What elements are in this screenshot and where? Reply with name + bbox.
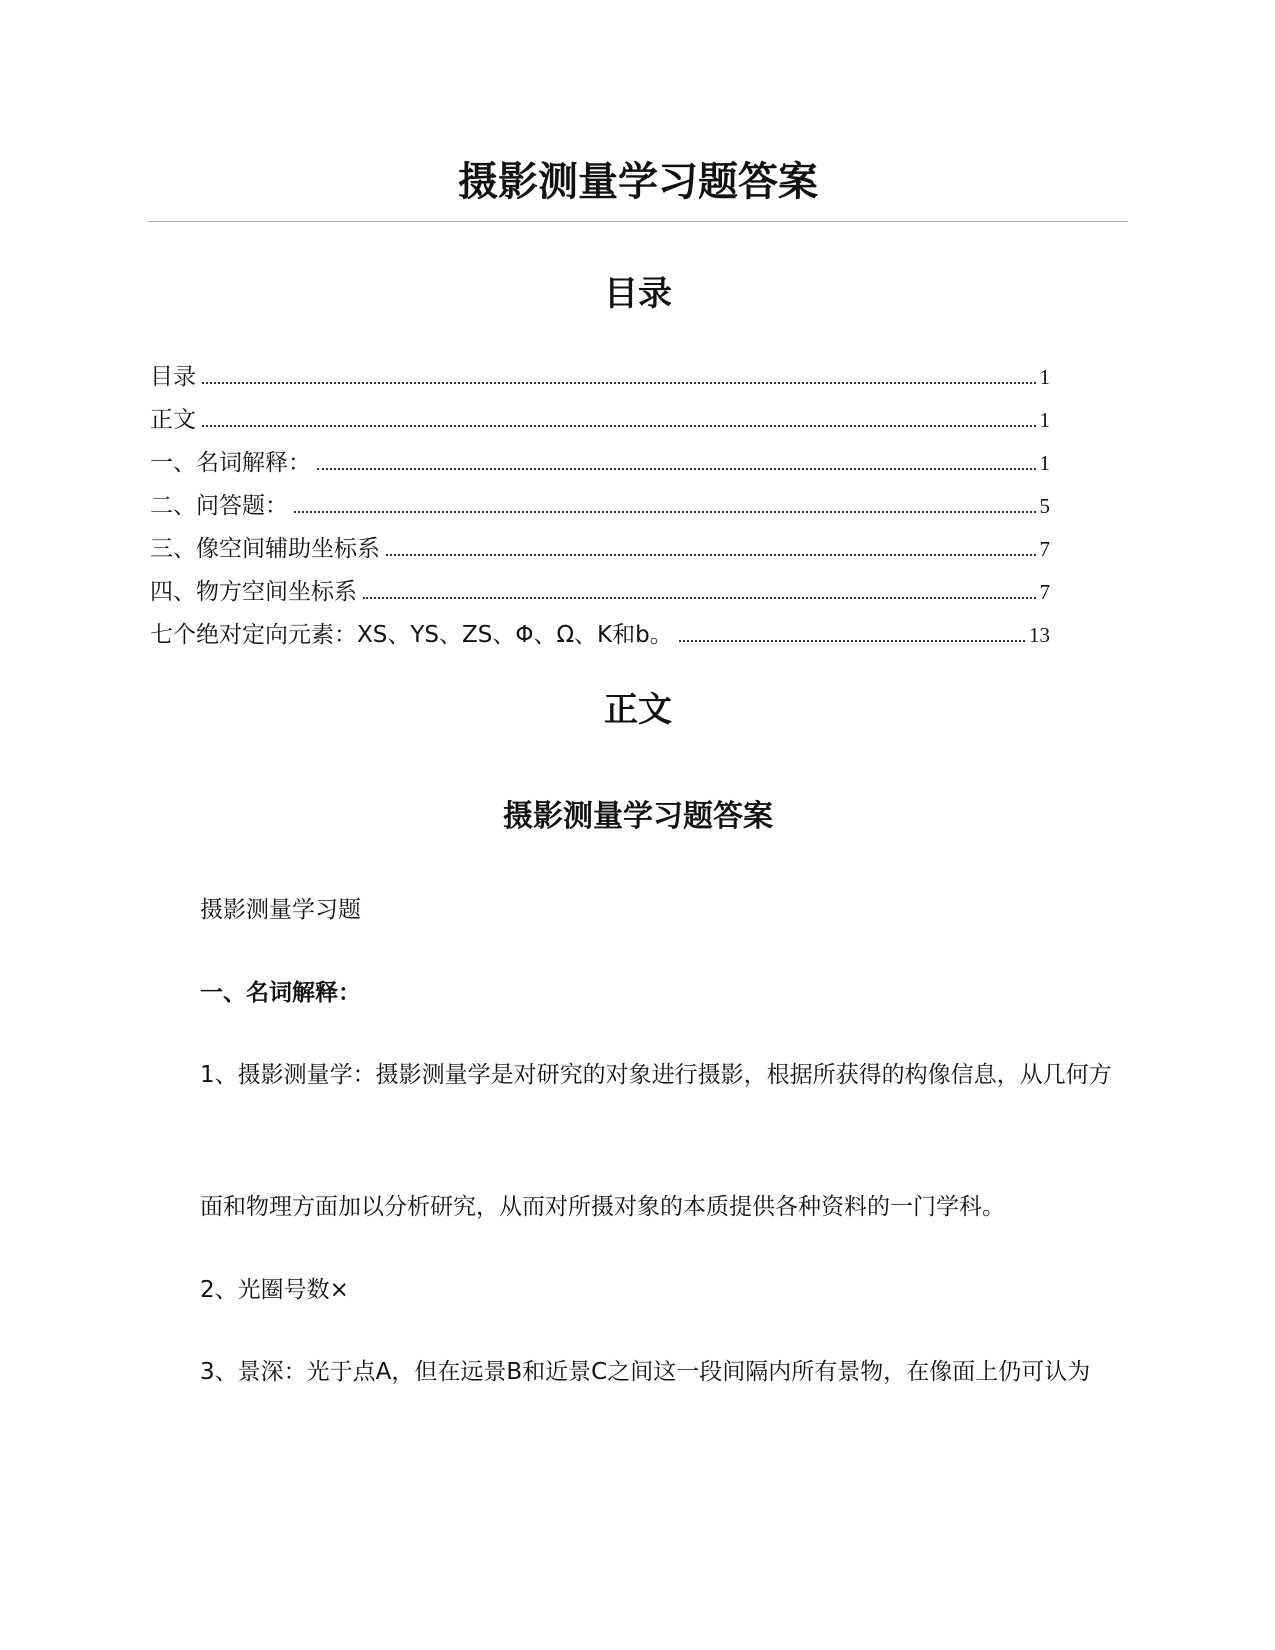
table-of-contents bbox=[150, 362, 1050, 663]
paragraph-definition-2: 2、光圈号数× bbox=[200, 1277, 349, 1303]
paragraph-definition-1-cont: 面和物理方面加以分析研究，从而对所摄对象的本质提供各种资料的一门学科。 bbox=[200, 1194, 1005, 1220]
toc-entry-page: 1 bbox=[1039, 451, 1050, 475]
toc-dot-leader bbox=[386, 554, 1036, 556]
section-heading-terms: 一、名词解释： bbox=[200, 980, 361, 1006]
toc-entry-label: 正文 bbox=[150, 407, 196, 433]
toc-entry-page: 7 bbox=[1039, 580, 1050, 604]
toc-heading: 目录 bbox=[604, 274, 672, 314]
paragraph-subtitle: 摄影测量学习题 bbox=[200, 897, 361, 923]
toc-entry-page: 1 bbox=[1039, 365, 1050, 389]
toc-dot-leader bbox=[202, 425, 1036, 427]
toc-entry[interactable] bbox=[150, 620, 1050, 663]
toc-entry[interactable] bbox=[150, 405, 1050, 448]
toc-entry-label: 二、问答题： bbox=[150, 493, 288, 519]
toc-entry[interactable] bbox=[150, 491, 1050, 534]
toc-entry-label: 目录 bbox=[150, 364, 196, 390]
toc-entry-page: 13 bbox=[1029, 623, 1050, 647]
toc-entry[interactable] bbox=[150, 577, 1050, 620]
toc-entry-label: 一、名词解释： bbox=[150, 450, 311, 476]
toc-entry[interactable] bbox=[150, 534, 1050, 577]
document-title: 摄影测量学习题答案 bbox=[458, 159, 818, 205]
body-heading: 正文 bbox=[604, 690, 672, 730]
toc-entry[interactable] bbox=[150, 362, 1050, 405]
toc-entry-label: 四、物方空间坐标系 bbox=[150, 579, 357, 605]
toc-dot-leader bbox=[679, 640, 1025, 642]
paragraph-definition-3: 3、景深：光于点A，但在远景B和近景C之间这一段间隔内所有景物，在像面上仍可认为 bbox=[200, 1359, 1091, 1385]
toc-entry-label: 七个绝对定向元素：XS、YS、ZS、Φ、Ω、K和b。 bbox=[150, 622, 673, 648]
toc-entry-label: 三、像空间辅助坐标系 bbox=[150, 536, 380, 562]
toc-dot-leader bbox=[317, 468, 1036, 470]
toc-entry[interactable] bbox=[150, 448, 1050, 491]
title-underline bbox=[148, 221, 1128, 222]
body-title: 摄影测量学习题答案 bbox=[503, 799, 773, 834]
toc-entry-page: 7 bbox=[1039, 537, 1050, 561]
toc-dot-leader bbox=[202, 382, 1036, 384]
paragraph-definition-1: 1、摄影测量学：摄影测量学是对研究的对象进行摄影，根据所获得的构像信息，从几何方 bbox=[200, 1062, 1112, 1088]
toc-dot-leader bbox=[294, 511, 1036, 513]
toc-dot-leader bbox=[363, 597, 1036, 599]
toc-entry-page: 5 bbox=[1039, 494, 1050, 518]
toc-entry-page: 1 bbox=[1039, 408, 1050, 432]
